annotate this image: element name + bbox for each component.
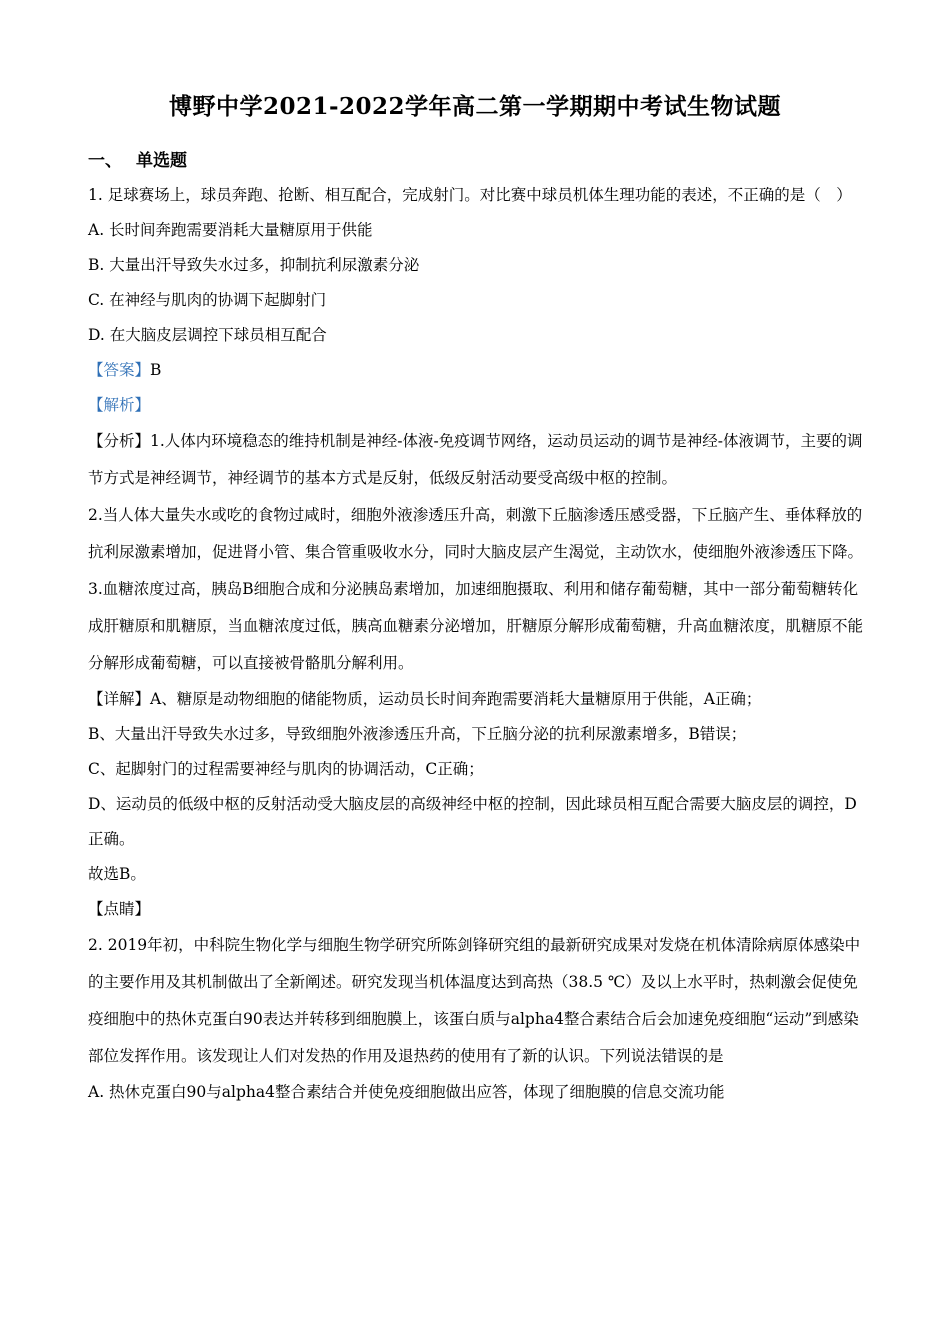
question-2-option-a: A. 热休克蛋白90与alpha4整合素结合并使免疫细胞做出应答，体现了细胞膜的信息交流功能 <box>88 1083 725 1101</box>
analysis-tag: 【解析】 <box>88 396 151 414</box>
section-heading <box>88 146 187 171</box>
question-2-stem: 2. 2019年初，中科院生物化学与细胞生物学研究所陈剑锋研究组的最新研究成果对发烧在机体清除病原体感染中的主要作用及其机制做出了全新阐述。研究发现当机体温度达到高热（38.5 ℃）及以上水平时，热刺激会促使免疫细胞中的热休克蛋白90表达并转移到细胞膜上，该蛋白质与alpha4整合素结合后会加速免疫细胞“运动”到感染部位发挥作用。该发现让人们对发热的作用及退热药的使用有了新的认识。下列说法错误的是 <box>88 936 861 1065</box>
answer-line <box>88 353 863 388</box>
section-label: 单选题 <box>136 151 187 171</box>
conclusion-line: 故选B。 <box>88 865 146 883</box>
fenxi-tag: 【分析】 <box>88 432 151 450</box>
xiangjie-paragraph-a <box>88 682 863 717</box>
fenxi-paragraph-3: 3.血糖浓度过高，胰岛B细胞合成和分泌胰岛素增加，加速细胞摄取、利用和储存葡萄糖，其中一部分葡萄糖转化成肝糖原和肌糖原，当血糖浓度过低，胰高血糖素分泌增加，肝糖原分解形成葡萄糖，升高血糖浓度，肌糖原不能分解形成葡萄糖，可以直接被骨骼肌分解利用。 <box>88 580 864 672</box>
fenxi-paragraph-1 <box>88 423 863 497</box>
xiangjie-paragraph-c: C、起脚射门的过程需要神经与肌肉的协调活动，C正确； <box>88 760 484 778</box>
xiangjie-paragraph-d: D、运动员的低级中枢的反射活动受大脑皮层的高级神经中枢的控制，因此球员相互配合需要大脑皮层的调控，D正确。 <box>88 795 857 848</box>
analysis-line <box>88 388 863 423</box>
question-1-stem: 1. 足球赛场上，球员奔跑、抢断、相互配合，完成射门。对比赛中球员机体生理功能的表述，不正确的是（ ） <box>88 186 852 204</box>
answer-value: B <box>150 361 162 379</box>
page-title: 博野中学2021-2022学年高二第一学期期中考试生物试题 <box>168 93 782 120</box>
section-number: 一、 <box>88 151 122 171</box>
fenxi-paragraph-2: 2.当人体大量失水或吃的食物过咸时，细胞外液渗透压升高，刺激下丘脑渗透压感受器，下丘脑产生、垂体释放的抗利尿激素增加，促进肾小管、集合管重吸收水分，同时大脑皮层产生渴觉，主动饮水，使细胞外液渗透压下降。 <box>88 506 864 561</box>
xiangjie-text-a: A、糖原是动物细胞的储能物质，运动员长时间奔跑需要消耗大量糖原用于供能，A正确； <box>150 690 762 708</box>
question-1-option-d: D. 在大脑皮层调控下球员相互配合 <box>88 326 327 344</box>
answer-tag: 【答案】 <box>88 361 151 379</box>
question-1-option-c: C. 在神经与肌肉的协调下起脚射门 <box>88 291 327 309</box>
xiangjie-paragraph-b: B、大量出汗导致失水过多，导致细胞外液渗透压升高，下丘脑分泌的抗利尿激素增多，B错误； <box>88 725 747 743</box>
document-body <box>88 178 863 1110</box>
fenxi-text-1: 1.人体内环境稳态的维持机制是神经-体液-免疫调节网络，运动员运动的调节是神经-体液调节，主要的调节方式是神经调节，神经调节的基本方式是反射，低级反射活动要受高级中枢的控制。 <box>88 432 863 487</box>
xiangjie-tag: 【详解】 <box>88 690 151 708</box>
question-1-option-b: B. 大量出汗导致失水过多，抑制抗利尿激素分泌 <box>88 256 420 274</box>
question-1-option-a: A. 长时间奔跑需要消耗大量糖原用于供能 <box>88 221 373 239</box>
dianjing-line: 【点睛】 <box>88 900 151 918</box>
